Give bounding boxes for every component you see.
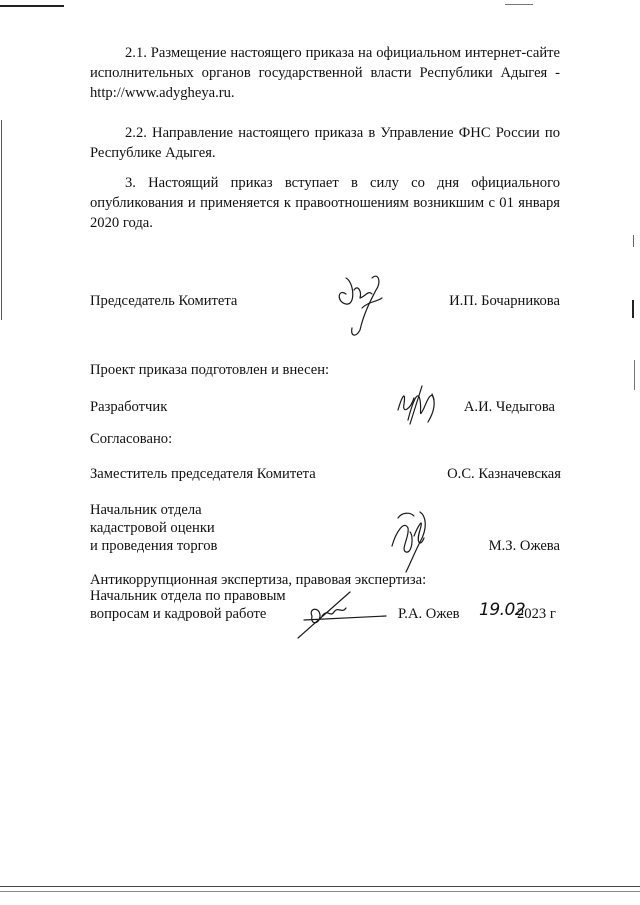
chairman-title: Председатель Комитета: [90, 293, 238, 309]
expertise-name: Р.А. Ожев: [398, 606, 460, 622]
scan-top-right-rule: [505, 4, 533, 5]
project-note: Проект приказа подготовлен и внесен:: [90, 362, 330, 378]
deputy-name: О.С. Казначевская: [447, 466, 561, 482]
expertise-title-line2: вопросам и кадровой работе: [90, 606, 267, 622]
agreed-label: Согласовано:: [90, 431, 173, 447]
department-head-name: М.З. Ожева: [488, 538, 560, 554]
developer-name: А.И. Чедыгова: [463, 399, 555, 415]
department-head-title-line1: Начальник отдела: [90, 502, 202, 518]
paragraph-2-1: 2.1. Размещение настоящего приказа на официальном интернет-сайте исполнительных органов государственной власти Республики Адыгея - http://www.adygheya.ru.: [90, 45, 560, 101]
handwritten-date: 19.02: [479, 600, 526, 620]
scan-right-edge-mark: [633, 235, 634, 247]
deputy-title: Заместитель председателя Комитета: [90, 466, 316, 482]
chairman-name: И.П. Бочарникова: [449, 293, 560, 309]
scan-right-edge-mark: [634, 360, 635, 390]
paragraph-3: 3. Настоящий приказ вступает в силу со дня официального опубликования и применяется к правоотношениям возникшим с 01 января 2020 года.: [90, 175, 560, 231]
paragraph-2-2: 2.2. Направление настоящего приказа в Управление ФНС России по Республике Адыгея.: [90, 125, 560, 161]
expertise-heading: Антикоррупционная экспертиза, правовая экспертиза:: [90, 572, 427, 588]
scan-bottom-rule: [0, 886, 640, 887]
scan-right-edge-mark: [632, 300, 634, 318]
scan-top-rule: [0, 5, 64, 7]
scan-bottom-rule: [0, 891, 640, 892]
developer-title: Разработчик: [90, 399, 168, 415]
expertise-title-line1: Начальник отдела по правовым: [90, 588, 286, 604]
chairman-signature: [332, 268, 392, 348]
expertise-signature: [290, 586, 390, 646]
scan-left-edge-mark: [1, 120, 2, 320]
expertise-year: 2023 г: [517, 606, 556, 622]
department-head-title-line3: и проведения торгов: [90, 538, 218, 554]
department-head-title-line2: кадастровой оценки: [90, 520, 215, 536]
